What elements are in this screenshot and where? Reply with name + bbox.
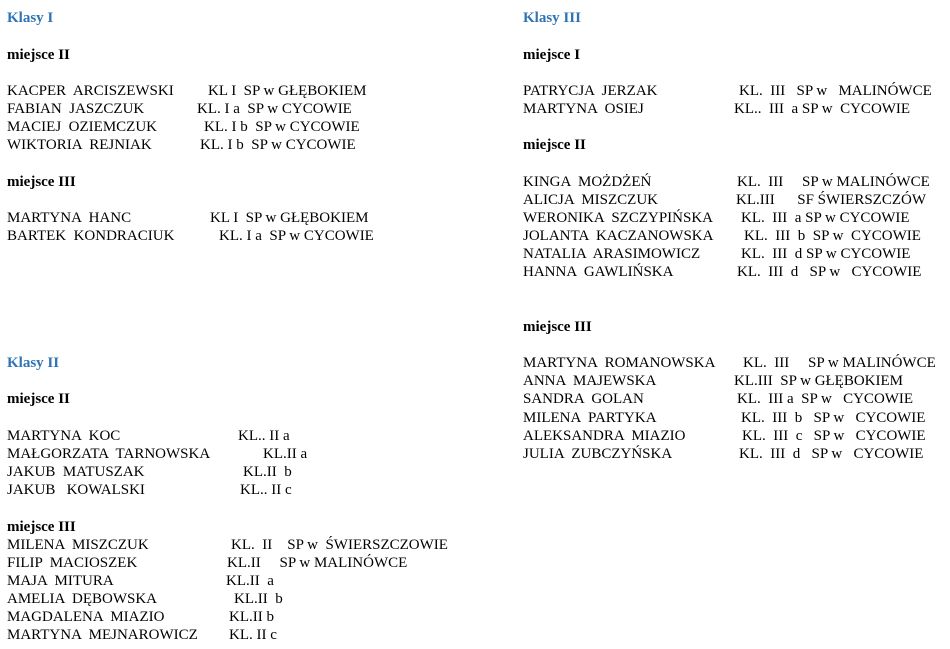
list-item	[7, 227, 477, 245]
student-class: KL. III d SP w CYCOWIE	[737, 264, 922, 280]
student-class: KL. III b SP w CYCOWIE	[741, 410, 926, 426]
list-item	[7, 608, 477, 626]
student-name: ALEKSANDRA MIAZIO	[523, 428, 686, 444]
list-item	[523, 209, 948, 227]
student-name: MAŁGORZATA TARNOWSKA	[7, 446, 211, 462]
student-name: MACIEJ OZIEMCZUK	[7, 119, 157, 135]
student-class: KL. III SP w MALINÓWCE	[739, 83, 932, 99]
student-class: KL. III b SP w CYCOWIE	[744, 228, 921, 244]
list-item	[7, 427, 477, 445]
student-name: FABIAN JASZCZUK	[7, 101, 145, 117]
place-label-klasy1-m2: miejsce II	[7, 47, 70, 63]
list-item	[7, 100, 477, 118]
list-item	[523, 263, 948, 281]
student-class: KL I SP w GŁĘBOKIEM	[208, 83, 367, 99]
student-class: KL.II a	[263, 446, 308, 462]
heading-klasy-2: Klasy II	[7, 355, 60, 371]
student-name: MARTYNA MEJNAROWICZ	[7, 627, 198, 643]
list-item	[7, 554, 477, 572]
student-name: BARTEK KONDRACIUK	[7, 228, 175, 244]
student-name: KACPER ARCISZEWSKI	[7, 83, 174, 99]
student-class: KL.. II a	[238, 428, 290, 444]
list-item	[523, 427, 948, 445]
student-name: MARTYNA HANC	[7, 210, 132, 226]
student-name: KINGA MOŻDŻEŃ	[523, 174, 652, 190]
list-item	[523, 354, 948, 372]
list-item	[523, 227, 948, 245]
student-name: PATRYCJA JERZAK	[523, 83, 658, 99]
student-class: KL. II SP w ŚWIERSZCZOWIE	[231, 537, 448, 553]
student-class: KL.II b	[234, 591, 283, 607]
student-class: KL. III SP w MALINÓWCE	[737, 174, 930, 190]
list-item	[7, 82, 477, 100]
place-label-klasy1-m3: miejsce III	[7, 174, 76, 190]
student-class: KL I SP w GŁĘBOKIEM	[210, 210, 369, 226]
student-class: KL. II c	[229, 627, 277, 643]
student-name: SANDRA GOLAN	[523, 391, 644, 407]
student-class: KL. III d SP w CYCOWIE	[741, 246, 911, 262]
list-item	[523, 82, 948, 100]
student-class: KL. III d SP w CYCOWIE	[739, 446, 924, 462]
list-item	[7, 118, 477, 136]
student-class: KL. I b SP w CYCOWIE	[204, 119, 360, 135]
list-item	[7, 136, 477, 154]
student-name: MARTYNA ROMANOWSKA	[523, 355, 716, 371]
student-class: KL.III SF ŚWIERSZCZÓW	[736, 192, 926, 208]
student-name: JAKUB KOWALSKI	[7, 482, 145, 498]
student-class: KL.II b	[229, 609, 274, 625]
place-label-klasy3-m1: miejsce I	[523, 47, 581, 63]
student-class: KL. I a SP w CYCOWIE	[197, 101, 352, 117]
student-name: MAJA MITURA	[7, 573, 114, 589]
student-class: KL.II a	[226, 573, 274, 589]
list-item	[7, 572, 477, 590]
list-item	[523, 173, 948, 191]
student-class: KL. III a SP w CYCOWIE	[741, 210, 910, 226]
student-class: KL. I b SP w CYCOWIE	[200, 137, 356, 153]
heading-klasy-3: Klasy III	[523, 10, 581, 26]
student-name: MARTYNA KOC	[7, 428, 121, 444]
list-item	[523, 245, 948, 263]
student-class: KL.III SP w GŁĘBOKIEM	[734, 373, 904, 389]
student-class: KL. III c SP w CYCOWIE	[742, 428, 926, 444]
place-label-klasy2-m2: miejsce II	[7, 391, 70, 407]
student-class: KL.II SP w MALINÓWCE	[227, 555, 408, 571]
student-name: JAKUB MATUSZAK	[7, 464, 145, 480]
heading-klasy-1: Klasy I	[7, 10, 54, 26]
list-item	[523, 390, 948, 408]
list-item	[523, 372, 948, 390]
list-item	[523, 100, 948, 118]
student-class: KL. III a SP w CYCOWIE	[737, 391, 914, 407]
list-item	[7, 481, 477, 499]
student-name: HANNA GAWLIŃSKA	[523, 264, 674, 280]
student-name: JULIA ZUBCZYŃSKA	[523, 446, 673, 462]
student-name: JOLANTA KACZANOWSKA	[523, 228, 714, 244]
student-class: KL. I a SP w CYCOWIE	[219, 228, 374, 244]
list-item	[523, 409, 948, 427]
student-name: WIKTORIA REJNIAK	[7, 137, 152, 153]
place-label-klasy3-m3: miejsce III	[523, 319, 592, 335]
list-item	[7, 463, 477, 481]
student-class: KL.II b	[243, 464, 292, 480]
list-item	[523, 191, 948, 209]
student-name: ALICJA MISZCZUK	[523, 192, 659, 208]
student-name: WERONIKA SZCZYPIŃSKA	[523, 210, 714, 226]
student-class: KL.. II c	[240, 482, 292, 498]
list-item	[7, 209, 477, 227]
student-name: FILIP MACIOSZEK	[7, 555, 138, 571]
place-label-klasy2-m3: miejsce III	[7, 519, 76, 535]
list-item	[7, 536, 477, 554]
student-name: AMELIA DĘBOWSKA	[7, 591, 157, 607]
student-class: KL.. III a SP w CYCOWIE	[734, 101, 911, 117]
student-name: NATALIA ARASIMOWICZ	[523, 246, 701, 262]
place-label-klasy3-m2: miejsce II	[523, 137, 586, 153]
list-item	[7, 626, 477, 644]
student-name: MAGDALENA MIAZIO	[7, 609, 165, 625]
list-item	[523, 445, 948, 463]
student-name: MILENA MISZCZUK	[7, 537, 149, 553]
list-item	[7, 445, 477, 463]
student-name: MILENA PARTYKA	[523, 410, 657, 426]
student-name: MARTYNA OSIEJ	[523, 101, 644, 117]
list-item	[7, 590, 477, 608]
student-name: ANNA MAJEWSKA	[523, 373, 657, 389]
student-class: KL. III SP w MALINÓWCE	[743, 355, 936, 371]
